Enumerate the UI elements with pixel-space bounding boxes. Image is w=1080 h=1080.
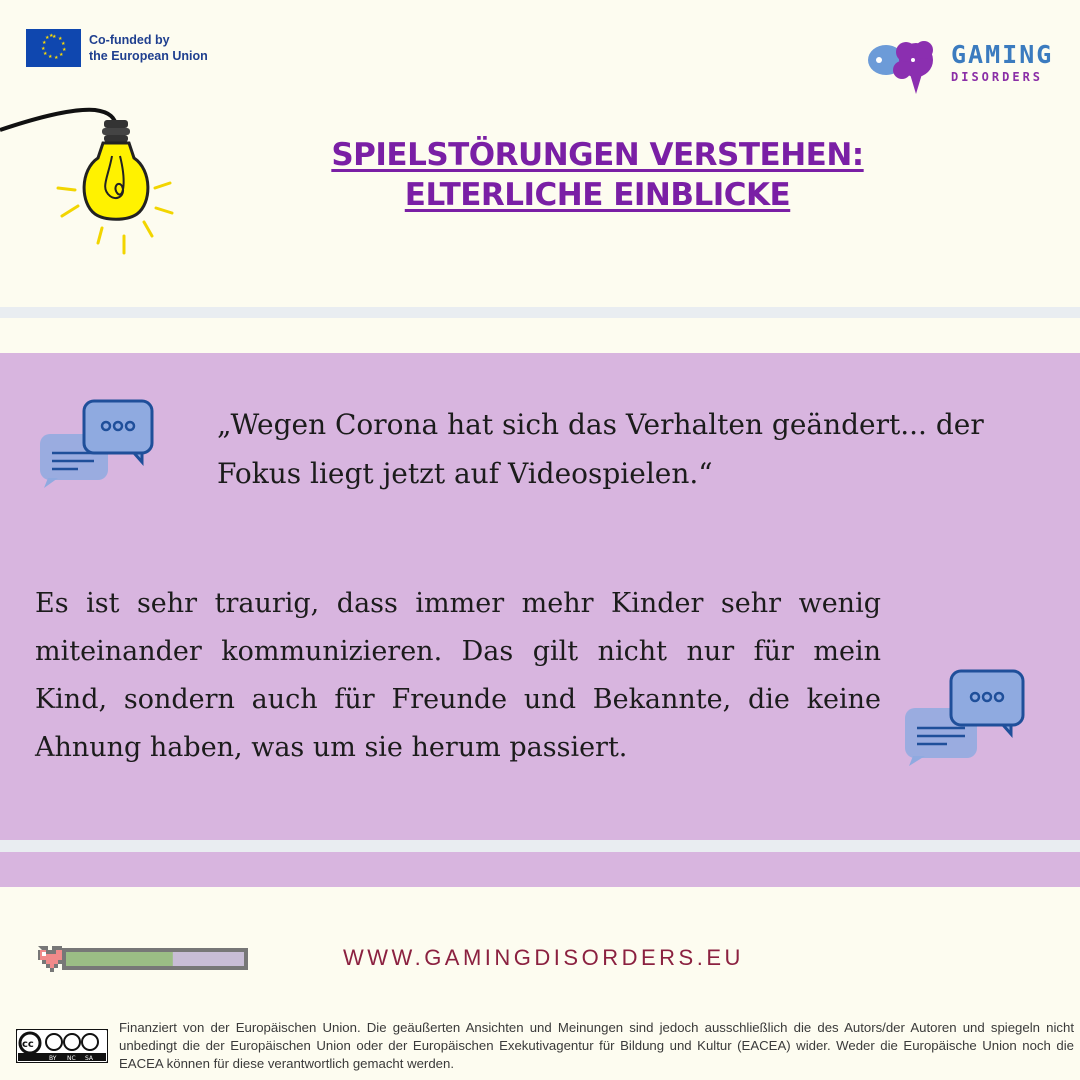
parent-quote: „Wegen Corona hat sich das Verhalten geändert... der Fokus liegt jetzt auf Videospielen.“ [217, 408, 984, 490]
lightbulb-icon [0, 98, 190, 263]
svg-text:★: ★ [48, 54, 53, 60]
website-link[interactable]: WWW.GAMINGDISORDERS.EU [343, 945, 744, 970]
health-fill [66, 952, 173, 966]
pixel-heart-icon [38, 946, 66, 972]
chat-bubbles-icon [38, 398, 156, 490]
svg-text:BY: BY [49, 1055, 57, 1062]
svg-text:★: ★ [49, 33, 54, 39]
divider-band [0, 307, 1080, 318]
eu-line-1: Co-funded by [89, 33, 170, 47]
svg-text:★: ★ [54, 55, 59, 61]
svg-text:★: ★ [61, 41, 66, 47]
chat-bubbles-icon [903, 668, 1027, 768]
eu-disclaimer: Finanziert von der Europäischen Union. Die geäußerten Ansichten und Meinungen sind jedoch ausschließlich die des Autors/der Autoren und spiegeln nicht unbedingt die der Europäischen Union oder der Europäischen Exekutivagentur für Bildung und Kultur (EACEA) wider. Weder die Europäische Union noch die EACEA können für diese verantwortlich gemacht werden. [119, 1020, 1074, 1071]
svg-text:NC: NC [67, 1055, 76, 1062]
svg-text:★: ★ [42, 40, 47, 46]
svg-text:★: ★ [43, 51, 48, 57]
health-bar [34, 940, 250, 976]
svg-text:cc: cc [22, 1039, 34, 1050]
svg-text:★: ★ [41, 46, 46, 52]
logo-text-gaming: GAMING [951, 40, 1054, 69]
cc-license-icon [16, 1029, 108, 1063]
bottom-band [0, 852, 1080, 887]
divider-band [0, 840, 1080, 852]
svg-text:★: ★ [52, 34, 57, 40]
svg-text:★: ★ [62, 47, 67, 53]
svg-text:★: ★ [45, 35, 50, 41]
page-title [200, 135, 995, 215]
svg-text:★: ★ [59, 52, 64, 58]
svg-text:SA: SA [85, 1055, 94, 1062]
parent-statement: Es ist sehr traurig, dass immer mehr Kinder sehr wenig miteinander kommunizieren. Das gilt nicht nur für mein Kind, sondern auch für Freunde und Bekannte, die keine Ahnung haben, was um sie herum passiert. [35, 588, 881, 763]
eu-flag-icon [26, 29, 81, 67]
eu-cofunded-text [89, 32, 208, 64]
eu-line-2: the European Union [89, 49, 208, 63]
logo-text-disorders: DISORDERS [951, 70, 1044, 84]
title-line-1: SPIELSTÖRUNGEN VERSTEHEN: [331, 137, 864, 173]
title-line-2: ELTERLICHE EINBLICKE [404, 177, 791, 213]
svg-text:★: ★ [58, 36, 63, 42]
